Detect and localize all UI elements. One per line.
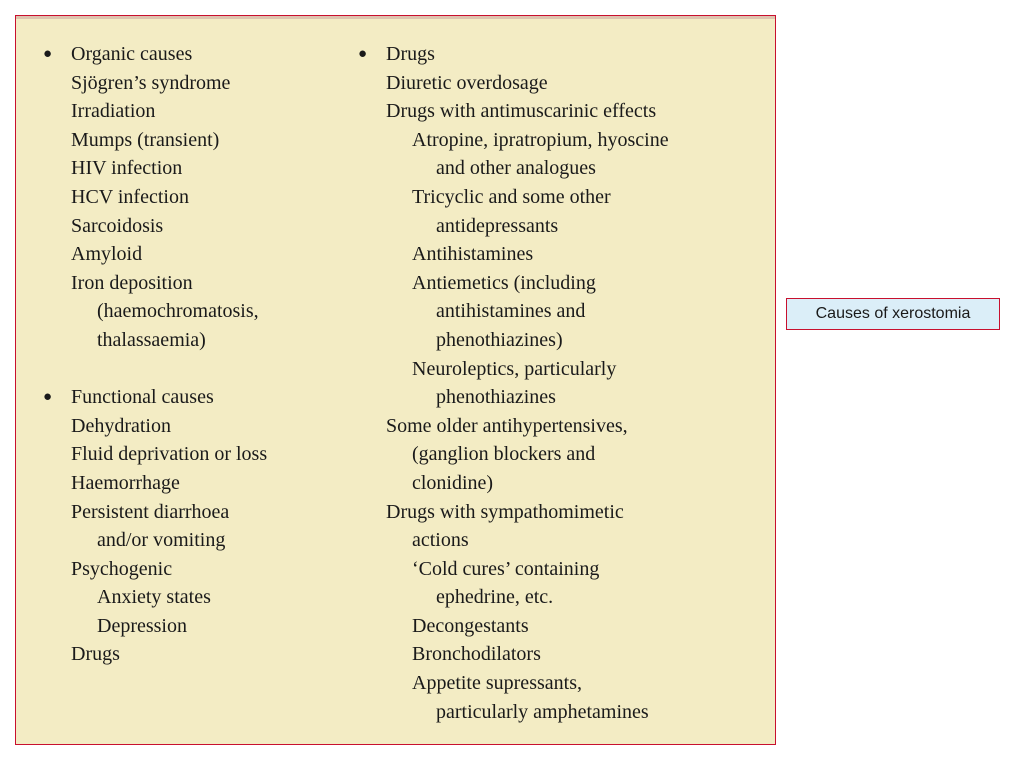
scanned-table-image — [15, 15, 776, 745]
list-subitem: thalassaemia) — [97, 328, 206, 351]
list-subitem-continued: and other analogues — [436, 157, 596, 180]
list-item: Haemorrhage — [71, 471, 180, 494]
right-column — [356, 40, 766, 726]
list-item: Amyloid — [71, 243, 143, 266]
heading-functional-causes: ● Functional causes — [41, 383, 361, 412]
list-item: Drugs — [71, 643, 120, 666]
list-subitem: Neuroleptics, particularly — [412, 357, 617, 380]
list-item: Sjögren’s syndrome — [71, 71, 231, 94]
list-item: Psychogenic — [71, 557, 173, 580]
list-item: Dehydration — [71, 414, 171, 437]
list-item-continued: clonidine) — [412, 471, 494, 494]
list-subitem: Atropine, ipratropium, hyoscine — [412, 128, 669, 151]
heading-drugs: ● Drugs — [356, 40, 766, 69]
list-item: Irradiation — [71, 100, 156, 123]
left-column — [41, 40, 361, 669]
list-item: Mumps (transient) — [71, 128, 220, 151]
list-subitem: Decongestants — [412, 614, 529, 637]
list-item: Diuretic overdosage — [386, 71, 548, 94]
list-subitem-continued: particularly amphetamines — [436, 700, 649, 723]
top-rule — [16, 16, 775, 19]
list-subitem: Tricyclic and some other — [412, 185, 611, 208]
list-subitem-continued: antihistamines and — [436, 300, 586, 323]
list-subitem-continued: ephedrine, etc. — [436, 586, 554, 609]
list-item: HIV infection — [71, 157, 183, 180]
list-item: Some older antihypertensives, — [386, 414, 628, 437]
list-subitem-continued: phenothiazines) — [436, 328, 563, 351]
caption-label: Causes of xerostomia — [786, 298, 1000, 330]
list-subitem: and/or vomiting — [97, 529, 226, 552]
list-item: Iron deposition — [71, 271, 193, 294]
list-item: Sarcoidosis — [71, 214, 164, 237]
list-subitem: Anxiety states — [97, 586, 211, 609]
heading-organic-causes: ● Organic causes — [41, 40, 361, 69]
list-item-continued: (ganglion blockers and — [412, 443, 596, 466]
list-subitem: (haemochromatosis, — [97, 300, 259, 323]
list-subitem: ‘Cold cures’ containing — [412, 557, 600, 580]
list-subitem-continued: phenothiazines — [436, 386, 556, 409]
list-item: Drugs with sympathomimetic — [386, 500, 624, 523]
list-item: HCV infection — [71, 185, 189, 208]
list-subitem: Appetite supressants, — [412, 672, 582, 695]
list-subitem: Antiemetics (including — [412, 271, 596, 294]
list-item: Fluid deprivation or loss — [71, 443, 268, 466]
list-item: Drugs with antimuscarinic effects — [386, 100, 657, 123]
list-subitem: Antihistamines — [412, 243, 534, 266]
list-item: Persistent diarrhoea — [71, 500, 230, 523]
list-subitem-continued: antidepressants — [436, 214, 559, 237]
list-subitem: Bronchodilators — [412, 643, 541, 666]
list-item-continued: actions — [412, 529, 469, 552]
list-subitem: Depression — [97, 614, 187, 637]
